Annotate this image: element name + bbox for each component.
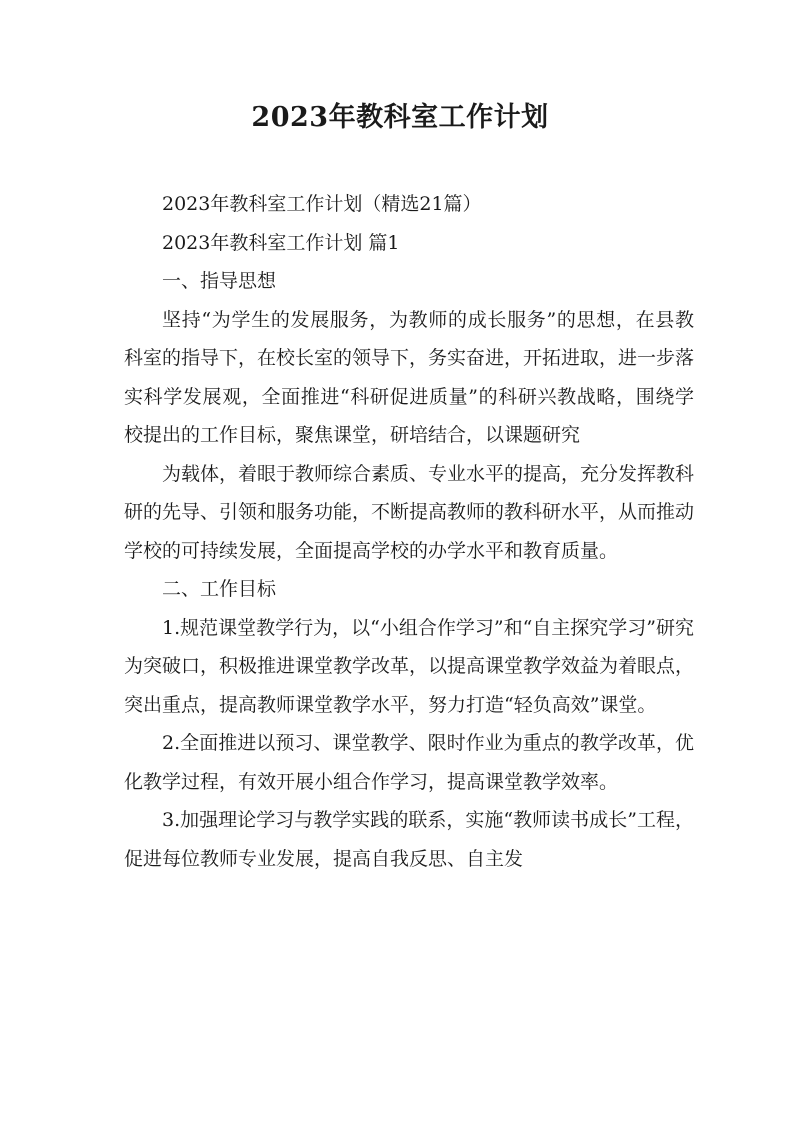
paragraph-section-title: 2023年教科室工作计划 篇1 (162, 231, 400, 254)
paragraph-goal-3: 3.加强理论学习与教学实践的联系，实施“教师读书成长”工程，促进每位教师专业发展，提高自我反思、自主发 (124, 809, 694, 870)
paragraph-goal-1: 1.规范课堂教学行为，以“小组合作学习”和“自主探究学习”研究为突破口，积极推进课堂教学改革，以提高课堂教学效益为着眼点，突出重点，提高教师课堂教学水平，努力打造“轻负高效”课堂。 (124, 616, 695, 716)
paragraph-guiding-thought-1: 坚持“为学生的发展服务，为教师的成长服务”的思想，在县教科室的指导下，在校长室的领导下，务实奋进，开拓进取，进一步落实科学发展观，全面推进“科研促进质量”的科研兴教战略，围绕学校提出的工作目标，聚焦课堂，研培结合，以课题研究 (124, 308, 695, 446)
paragraph-subtitle: 2023年教科室工作计划（精选21篇） (162, 193, 482, 215)
document-title: 2023年教科室工作计划 (251, 102, 549, 133)
document-body (124, 185, 694, 878)
heading-guiding-thought: 一、指导思想 (162, 270, 277, 292)
paragraph-guiding-thought-2: 为载体，着眼于教师综合素质、专业水平的提高，充分发挥教科研的先导、引领和服务功能，不断提高教师的教科研水平，从而推动学校的可持续发展，全面提高学校的办学水平和教育质量。 (124, 462, 695, 562)
paragraph-goal-2: 2.全面推进以预习、课堂教学、限时作业为重点的教学改革，优化教学过程，有效开展小组合作学习，提高课堂教学效率。 (124, 732, 694, 793)
heading-work-goals: 二、工作目标 (162, 578, 277, 600)
